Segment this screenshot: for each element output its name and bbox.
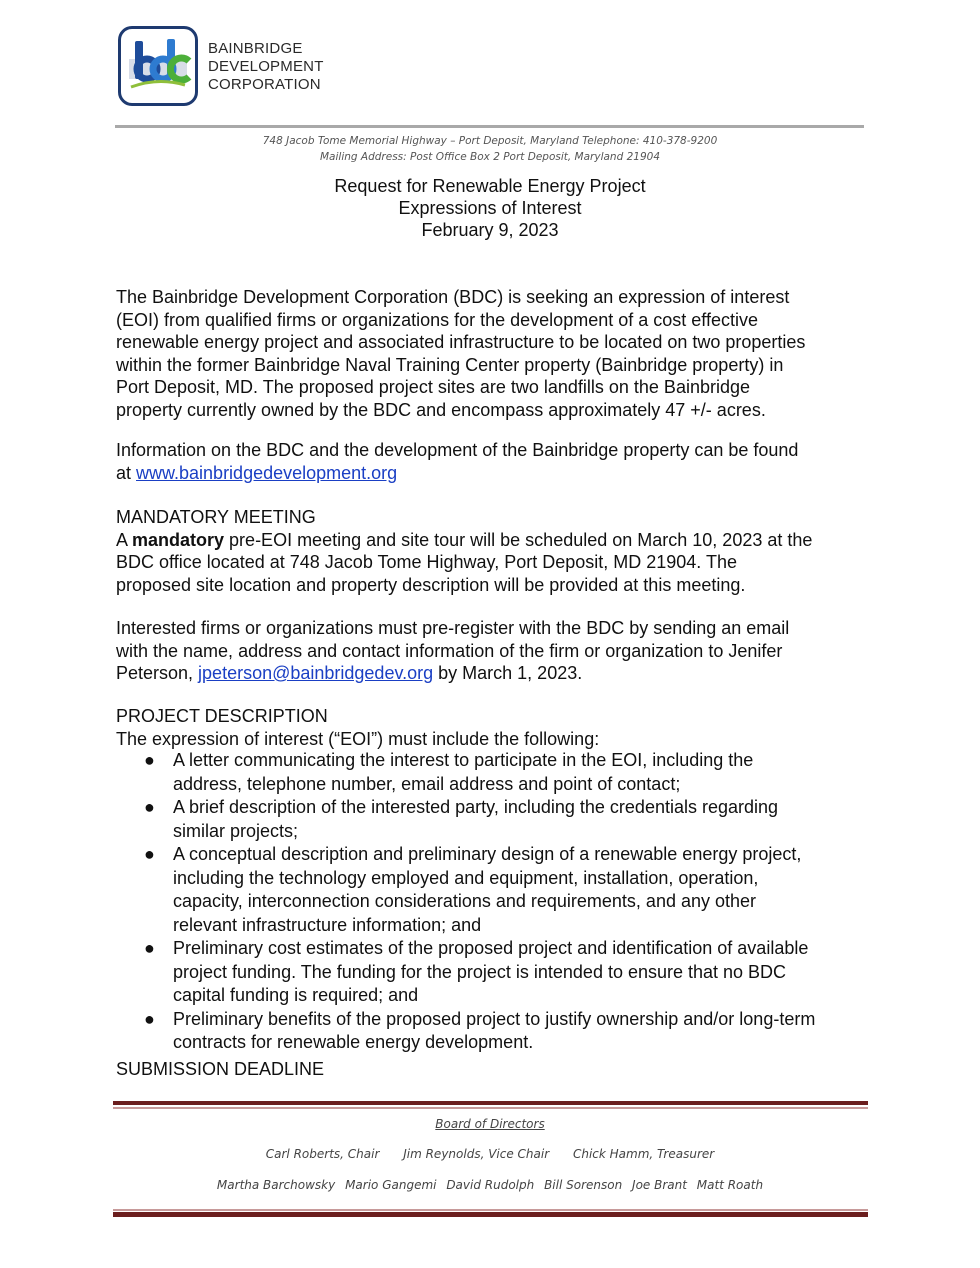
submission-deadline-heading: SUBMISSION DEADLINE bbox=[116, 1059, 325, 1079]
intro-line: renewable energy project and associated infrastructure to be located on two properties bbox=[116, 332, 806, 352]
list-item bbox=[116, 1008, 876, 1055]
mandatory-meeting-section bbox=[116, 506, 876, 596]
document-date: February 9, 2023 bbox=[421, 220, 559, 240]
list-item bbox=[116, 796, 876, 843]
bullet-icon: ● bbox=[144, 938, 155, 958]
intro-line: (EOI) from qualified firms or organizations for the development of a cost effective bbox=[116, 309, 758, 330]
bullet-icon: ● bbox=[144, 844, 155, 864]
document-title: Request for Renewable Energy Project bbox=[334, 176, 646, 196]
bullet-icon: ● bbox=[144, 797, 155, 817]
list-item-line: similar projects; bbox=[173, 820, 299, 841]
list-item-line: relevant infrastructure information; and bbox=[173, 914, 482, 935]
footer-rule-bottom-accent bbox=[113, 1209, 868, 1211]
list-item-line: Preliminary benefits of the proposed project to justify ownership and/or long-term bbox=[173, 1008, 816, 1029]
list-item bbox=[116, 843, 876, 937]
register-line: with the name, address and contact information of the firm or organization to Jenifer bbox=[116, 640, 783, 661]
register-prefix: Peterson, bbox=[116, 663, 199, 683]
intro-paragraph bbox=[116, 286, 876, 421]
list-item-line: project funding. The funding for the project is intended to ensure that no BDC bbox=[173, 961, 787, 982]
info-line-2 bbox=[116, 462, 876, 485]
intro-line: Port Deposit, MD. The proposed project sites are two landfills on the Bainbridge bbox=[116, 377, 750, 397]
board-member: Mario Gangemi bbox=[345, 1178, 437, 1192]
document-subtitle: Expressions of Interest bbox=[398, 198, 582, 218]
info-paragraph bbox=[116, 439, 876, 484]
bdc-logo-mark-icon bbox=[121, 29, 195, 103]
email-link[interactable]: jpeterson@bainbridgedev.org bbox=[198, 663, 434, 683]
list-item-line: including the technology employed and equipment, installation, operation, bbox=[173, 867, 759, 888]
board-title: Board of Directors bbox=[435, 1117, 545, 1131]
header-divider bbox=[115, 125, 864, 128]
intro-line: property currently owned by the BDC and encompass approximately 47 +/- acres. bbox=[116, 399, 766, 420]
mandatory-rest: pre-EOI meeting and site tour will be scheduled on March 10, 2023 at the bbox=[224, 529, 813, 550]
board-member: Bill Sorenson bbox=[544, 1178, 623, 1192]
list-item bbox=[116, 749, 876, 796]
board-member: Carl Roberts, Chair bbox=[265, 1147, 380, 1161]
intro-line: within the former Bainbridge Naval Training Center property (Bainbridge property) in bbox=[116, 354, 784, 375]
company-name-line3: CORPORATION bbox=[208, 76, 321, 93]
mandatory-prefix: A bbox=[116, 529, 133, 550]
bullet-icon: ● bbox=[144, 1008, 155, 1029]
info-line: Information on the BDC and the development of the Bainbridge property can be found bbox=[116, 440, 799, 460]
bdc-logo bbox=[118, 26, 198, 106]
register-line: Interested firms or organizations must pre-register with the BDC by sending an email bbox=[116, 618, 790, 638]
project-description-intro: The expression of interest (“EOI”) must include the following: bbox=[116, 728, 600, 749]
bullet-icon: ● bbox=[144, 750, 155, 770]
mandatory-bold-word: mandatory bbox=[132, 529, 225, 550]
board-member: Joe Brant bbox=[632, 1178, 687, 1192]
list-item bbox=[116, 937, 876, 1008]
project-description-section bbox=[116, 705, 876, 750]
company-name-line1: BAINBRIDGE bbox=[208, 40, 303, 57]
board-member: Chick Hamm, Treasurer bbox=[572, 1147, 715, 1161]
mandatory-line: proposed site location and property description will be provided at this meeting. bbox=[116, 574, 746, 595]
list-item-line: capacity, interconnection considerations and requirements, and any other bbox=[173, 891, 757, 911]
intro-line: The Bainbridge Development Corporation (BDC) is seeking an expression of interest bbox=[116, 287, 790, 307]
mandatory-line: BDC office located at 748 Jacob Tome Highway, Port Deposit, MD 21904. The bbox=[116, 552, 737, 572]
board-member: Jim Reynolds, Vice Chair bbox=[403, 1147, 550, 1161]
requirements-list bbox=[116, 749, 876, 1055]
board-member: David Rudolph bbox=[446, 1178, 535, 1192]
address-line-2: Mailing Address: Post Office Box 2 Port Deposit, Maryland 21904 bbox=[320, 151, 660, 163]
list-item-line: A brief description of the interested party, including the credentials regarding bbox=[173, 797, 779, 817]
list-item-line: A conceptual description and preliminary design of a renewable energy project, bbox=[173, 844, 802, 864]
company-name-line2: DEVELOPMENT bbox=[208, 58, 324, 75]
project-description-heading: PROJECT DESCRIPTION bbox=[116, 706, 328, 726]
info-prefix: at bbox=[116, 462, 137, 483]
board-officers bbox=[0, 1147, 980, 1161]
board-member: Matt Roath bbox=[696, 1178, 764, 1192]
website-link[interactable]: www.bainbridgedevelopment.org bbox=[136, 462, 398, 483]
register-line-3 bbox=[116, 662, 876, 685]
address-line-1: 748 Jacob Tome Memorial Highway – Port Deposit, Maryland Telephone: 410-378-9200 bbox=[262, 135, 718, 147]
submission-section bbox=[116, 1058, 876, 1081]
company-name bbox=[208, 40, 324, 94]
footer-rule-bottom bbox=[113, 1212, 868, 1217]
list-item-line: A letter communicating the interest to participate in the EOI, including the bbox=[173, 750, 754, 770]
footer-rule-top-accent bbox=[113, 1107, 868, 1109]
board-members bbox=[0, 1178, 980, 1192]
list-item-line: contracts for renewable energy development. bbox=[173, 1032, 534, 1052]
register-suffix: by March 1, 2023. bbox=[433, 663, 583, 683]
register-paragraph bbox=[116, 617, 876, 685]
list-item-line: Preliminary cost estimates of the proposed project and identification of available bbox=[173, 938, 809, 958]
board-member: Martha Barchowsky bbox=[216, 1178, 336, 1192]
list-item-line: address, telephone number, email address and point of contact; bbox=[173, 773, 681, 794]
list-item-line: capital funding is required; and bbox=[173, 985, 419, 1005]
footer-rule-top bbox=[113, 1101, 868, 1105]
mandatory-meeting-heading: MANDATORY MEETING bbox=[116, 507, 316, 527]
mandatory-line bbox=[116, 529, 876, 552]
